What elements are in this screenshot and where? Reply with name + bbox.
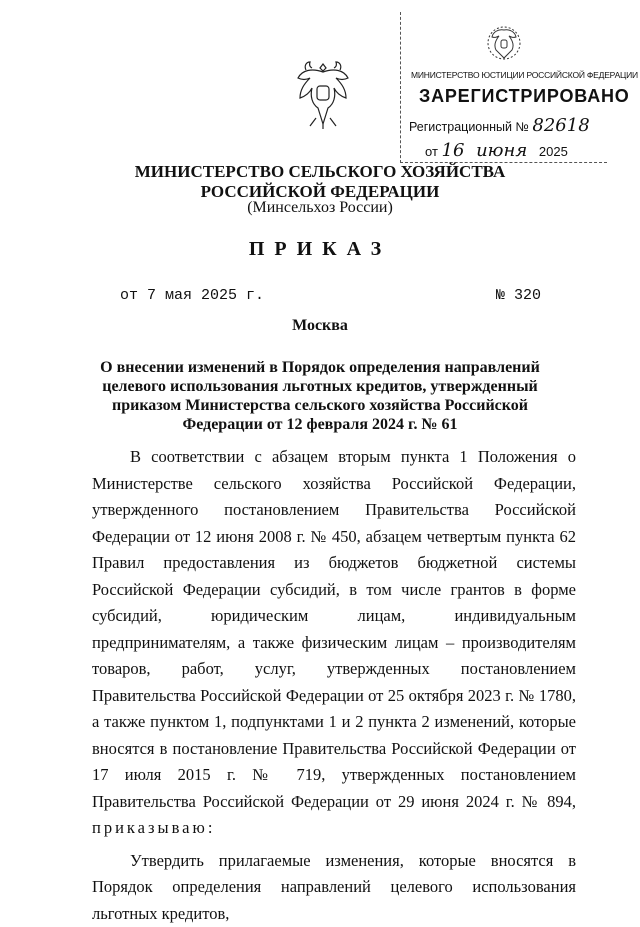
stamp-ministry-name: МИНИСТЕРСТВО ЮСТИЦИИ РОССИЙСКОЙ ФЕДЕРАЦИИ	[411, 70, 607, 80]
ministry-name-line2: РОССИЙСКОЙ ФЕДЕРАЦИИ	[0, 182, 640, 202]
ministry-name	[0, 162, 640, 202]
stamp-reg-number: 82618	[532, 115, 589, 136]
registration-stamp	[400, 12, 607, 163]
stamp-registered-label: ЗАРЕГИСТРИРОВАНО	[419, 86, 630, 107]
stamp-date-month: июня	[476, 140, 527, 161]
eagle-icon	[487, 24, 521, 62]
ministry-name-line1: МИНИСТЕРСТВО СЕЛЬСКОГО ХОЗЯЙСТВА	[0, 162, 640, 182]
stamp-reg-label: Регистрационный №	[409, 120, 529, 134]
ministry-short-name: (Минсельхоз России)	[0, 199, 640, 217]
stamp-date-year: 2025	[539, 144, 568, 159]
order-date: от 7 мая 2025 г.	[120, 287, 264, 304]
body-paragraph	[92, 444, 576, 842]
stamp-date-line	[425, 140, 568, 161]
double-headed-eagle-icon	[292, 58, 354, 130]
stamp-reg-number-line	[409, 115, 590, 136]
stamp-date-prefix: от	[425, 144, 438, 159]
order-title: О внесении изменений в Порядок определения направлений целевого использования льготных кредитов, утвержденный приказом Министерства сельского хозяйства Российской Федерации от 12 февраля 2024 г. № 61	[95, 358, 545, 434]
document-type: ПРИКАЗ	[0, 238, 640, 261]
city: Москва	[0, 317, 640, 335]
body-paragraph-1-text: В соответствии с абзацем вторым пункта 1 Положения о Министерстве сельского хозяйства Российской Федерации, утвержденного постановлением Правительства Российской Федерации от 12 июня 2008 г. № 450, абзацем четвертым пункта 62 Правил предоставления из бюджетов бюджетной системы Российской Федерации субсидий, в том числе грантов в форме субсидий, юридическим лицам, индивидуальным предпринимателям, а также физическим лицам – производителям товаров, работ, услуг, утвержденных постановлением Правительства Российской Федерации от 25 октября 2023 г. № 1780, а также пунктом 1, подпунктами 1 и 2 пункта 2 изменений, которые вносятся в постановление Правительства Российской Федерации от 17 июля 2015 г. № 719, утвержденных постановлением Правительства Российской Федерации от 29 июня 2024 г. № 894,	[92, 447, 576, 811]
coat-of-arms-emblem	[292, 58, 354, 130]
document-body	[92, 444, 576, 927]
stamp-emblem	[487, 24, 521, 62]
order-number: № 320	[496, 287, 541, 304]
stamp-date-day: 16	[442, 140, 465, 161]
body-paragraph-2-text: Утвердить прилагаемые изменения, которые вносятся в Порядок определения направлений целевого использования льготных кредитов,	[92, 851, 576, 923]
body-paragraph	[92, 848, 576, 927]
order-verb: приказываю:	[92, 818, 215, 837]
